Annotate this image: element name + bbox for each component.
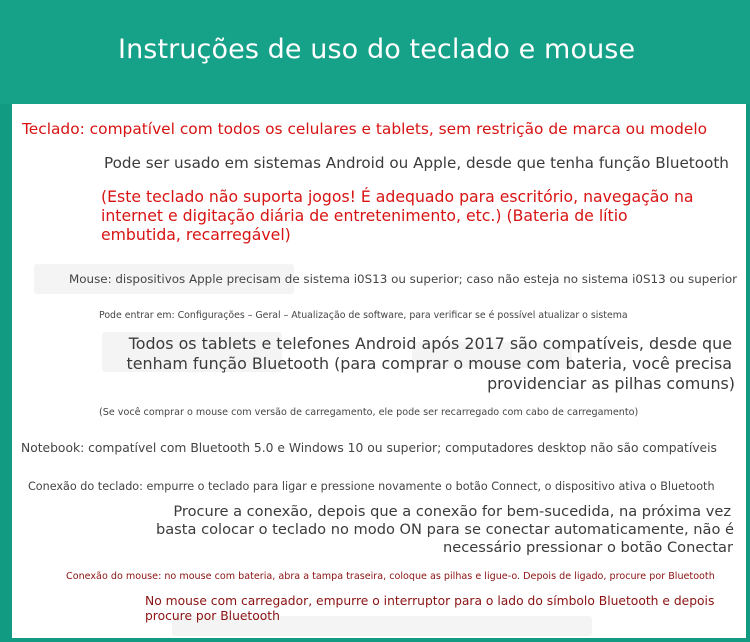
systems-line: Pode ser usado em sistemas Android ou Apple, desde que tenha função Bluetooth [104,154,729,172]
android-compat-line-2: tenham função Bluetooth (para comprar o mouse com bateria, você precisa [126,354,732,373]
search-connection-line-3: necessário pressionar o botão Conectar [443,539,733,556]
warning-line-1: (Este teclado não suporta jogos! É adequado para escritório, navegação na [101,187,694,206]
keyboard-connection-line: Conexão do teclado: empurre o teclado para ligar e pressione novamente o botão Connect, o dispositivo ativa o Bluetooth [28,480,715,493]
charger-mouse-line-1: No mouse com carregador, empurre o interruptor para o lado do símbolo Bluetooth e depois [145,594,715,608]
search-connection-line-1: Procure a conexão, depois que a conexão for bem-sucedida, na próxima vez [173,503,731,520]
android-compat-line-1: Todos os tablets e telefones Android após 2017 são compatíveis, desde que [128,334,732,353]
charger-mouse-line-2: procure por Bluetooth [145,609,280,623]
warning-line-3: embutida, recarregável) [101,225,291,244]
keyboard-compat-line: Teclado: compatível com todos os celulares e tablets, sem restrição de marca ou modelo [22,120,708,138]
mouse-apple-line: Mouse: dispositivos Apple precisam de sistema i0S13 ou superior; caso não esteja no sistema i0S13 ou superior [69,272,737,286]
charging-version-line: (Se você comprar o mouse com versão de carregamento, ele pode ser recarregado com cabo de carregamento) [99,407,639,418]
settings-path-line: Pode entrar em: Configurações – Geral – Atualização de software, para verificar se é possível atualizar o sistema [99,310,628,321]
mouse-connection-line: Conexão do mouse: no mouse com bateria, abra a tampa traseira, coloque as pilhas e ligue-o. Depois de ligado, procure por Bluetooth [66,571,715,582]
header-banner [0,0,750,104]
notebook-line: Notebook: compatível com Bluetooth 5.0 e Windows 10 ou superior; computadores desktop não são compatíveis [21,441,717,455]
warning-line-2: internet e digitação diária de entretenimento, etc.) (Bateria de lítio [101,206,628,225]
android-compat-line-3: providenciar as pilhas comuns) [487,374,735,393]
page-title: Instruções de uso do teclado e mouse [118,34,636,65]
search-connection-line-2: basta colocar o teclado no modo ON para se conectar automaticamente, não é [155,521,734,538]
